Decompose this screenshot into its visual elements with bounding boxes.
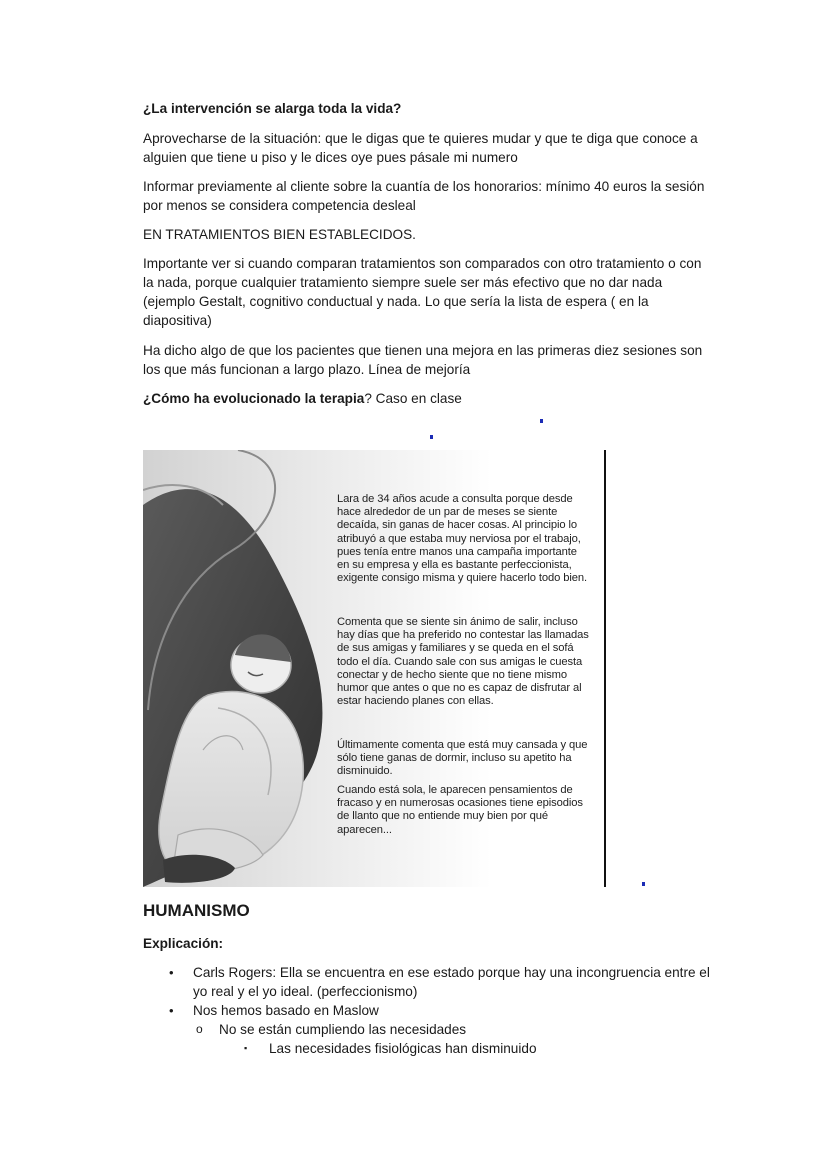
section-subtitle: Explicación: <box>143 936 224 951</box>
sub-sub-list <box>143 1039 723 1058</box>
question-heading-1: ¿La intervención se alarga toda la vida? <box>143 101 402 116</box>
marker-dot <box>540 419 543 423</box>
square-bullet-icon: ▪ <box>244 1043 248 1053</box>
sub-list-item <box>143 1020 723 1058</box>
marker-dot <box>430 435 433 439</box>
sub-list-item-text: No se están cumpliendo las necesidades <box>219 1022 467 1037</box>
paragraph-4: Importante ver si cuando comparan tratamientos son comparados con otro tratamiento o con la nada, porque cualquier tratamiento siempre suele ser más efectivo que no dar nada (ejemplo Gestalt, cognitivo conductual y nada. Lo que sería la lista de espera ( en la diapositiva) <box>143 256 702 328</box>
section-title: HUMANISMO <box>143 901 250 920</box>
marker-dot <box>642 882 645 886</box>
list-item <box>143 963 723 1001</box>
bullet-icon: • <box>169 1003 174 1018</box>
bullet-icon: • <box>169 965 174 980</box>
explanation-list <box>143 963 723 1058</box>
paragraph-3: EN TRATAMIENTOS BIEN ESTABLECIDOS. <box>143 227 416 242</box>
vertical-divider <box>604 450 606 887</box>
sub-sub-list-item-text: Las necesidades fisiológicas han disminuido <box>269 1041 537 1056</box>
paragraph-5: Ha dicho algo de que los pacientes que tienen una mejora en las primeras diez sesiones son los que más funcionan a largo plazo. Línea de mejoría <box>143 343 703 377</box>
case-paragraph-2: Comenta que se siente sin ánimo de salir, incluso hay días que ha preferido no contestar las llamadas de sus amigas y familiares y se queda en el sofá todo el día. Cuando sale con sus amigas le cuesta conectar y de hecho siente que no tiene mismo humor que antes o que no es capaz de disfrutar al estar haciendo planes con ellas. <box>337 616 589 708</box>
paragraph-2: Informar previamente al cliente sobre la cuantía de los honorarios: mínimo 40 euros la sesión por menos se considera competencia desleal <box>143 179 705 213</box>
circle-bullet-icon: o <box>196 1022 203 1036</box>
list-item <box>143 1001 723 1058</box>
question-2-rest: ? Caso en clase <box>364 391 462 406</box>
sub-sub-list-item <box>143 1039 723 1058</box>
paragraph-1: Aprovecharse de la situación: que le digas que te quieres mudar y que te diga que conoce a alguien que tiene u piso y le dices oye pues pásale mi numero <box>143 131 698 165</box>
question-heading-2 <box>143 389 713 408</box>
list-item-text: Nos hemos basado en Maslow <box>193 1003 379 1018</box>
list-item-text: Carls Rogers: Ella se encuentra en ese estado porque hay una incongruencia entre el yo real y el yo ideal. (perfeccionismo) <box>193 965 710 999</box>
case-paragraph-4: Cuando está sola, le aparecen pensamientos de fracaso y en numerosas ocasiones tiene episodios de llanto que no entiende muy bien por qué aparecen... <box>337 784 583 836</box>
case-paragraph-3: Últimamente comenta que está muy cansada y que sólo tiene ganas de dormir, incluso su apetito ha disminuido. <box>337 739 588 778</box>
sub-list <box>143 1020 723 1058</box>
case-paragraph-1: Lara de 34 años acude a consulta porque desde hace alrededor de un par de meses se siente decaída, sin ganas de hacer cosas. Al principio lo atribuyó a que estaba muy nerviosa por el trabajo, pues tenía entre manos una campaña importante en su empresa y ella es bastante perfeccionista, exigente consigo misma y quiere hacerlo todo bien. <box>337 493 587 585</box>
question-2-bold: ¿Cómo ha evolucionado la terapia <box>143 391 365 406</box>
